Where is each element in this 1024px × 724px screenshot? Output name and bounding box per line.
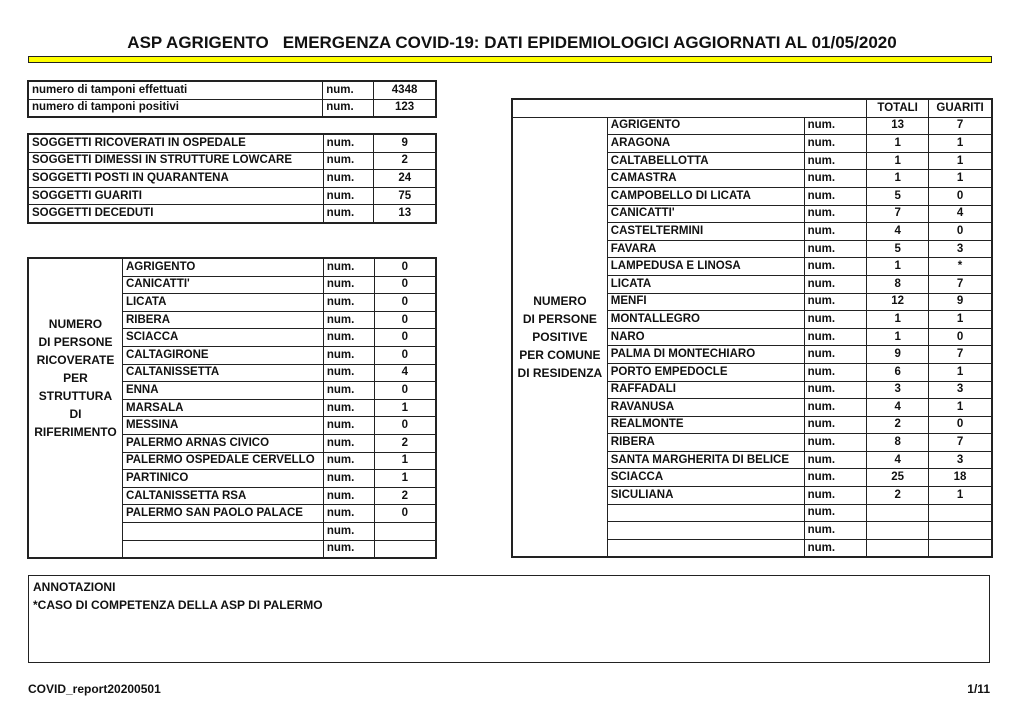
comune-totali: 1	[867, 328, 929, 346]
row-label: SOGGETTI DIMESSI IN STRUTTURE LOWCARE	[29, 152, 324, 170]
row-value: 2	[374, 152, 436, 170]
tamponi-table	[28, 81, 436, 117]
comune-name: PORTO EMPEDOCLE	[607, 363, 804, 381]
group-label-line: DI RESIDENZA	[517, 366, 603, 381]
comune-guariti: 9	[929, 293, 992, 311]
annotazioni-line: *CASO DI COMPETENZA DELLA ASP DI PALERMO	[33, 598, 323, 612]
struttura-name: PALERMO OSPEDALE CERVELLO	[122, 452, 323, 470]
unit-label: num.	[804, 205, 867, 223]
comune-guariti: 1	[929, 135, 992, 153]
ricoverati-group-label	[29, 259, 123, 558]
comune-totali: 4	[867, 223, 929, 241]
row-label: SOGGETTI GUARITI	[29, 187, 324, 205]
struttura-value	[374, 540, 435, 558]
soggetti-row	[29, 187, 436, 205]
struttura-name: CALTANISSETTA	[122, 364, 323, 382]
comune-totali: 13	[867, 117, 929, 135]
column-header-guariti: GUARITI	[929, 100, 992, 118]
struttura-name: CALTAGIRONE	[122, 346, 323, 364]
group-label-line: STRUTTURA DI	[38, 389, 113, 422]
unit-label: num.	[323, 346, 374, 364]
struttura-name: ENNA	[122, 382, 323, 400]
annotazioni-box	[28, 575, 990, 663]
unit-label: num.	[804, 363, 867, 381]
unit-label: num.	[804, 240, 867, 258]
struttura-name: PALERMO SAN PAOLO PALACE	[122, 505, 323, 523]
comuni-group-label	[513, 117, 608, 557]
comune-name: CAMASTRA	[607, 170, 804, 188]
struttura-row	[29, 259, 436, 277]
struttura-value: 0	[374, 382, 435, 400]
struttura-value: 2	[374, 434, 435, 452]
unit-label: num.	[804, 346, 867, 364]
group-label-line: POSITIVE	[532, 330, 588, 345]
comune-totali: 4	[867, 451, 929, 469]
soggetti-row	[29, 152, 436, 170]
unit-label: num.	[804, 539, 867, 557]
comune-name: SANTA MARGHERITA DI BELICE	[607, 451, 804, 469]
group-label-line: RICOVERATE	[36, 353, 115, 368]
report-title	[0, 33, 1024, 53]
struttura-name: RIBERA	[122, 311, 323, 329]
comune-guariti: 7	[929, 346, 992, 364]
comune-totali	[867, 539, 929, 557]
unit-label: num.	[323, 470, 374, 488]
struttura-value: 0	[374, 505, 435, 523]
comune-guariti: 1	[929, 363, 992, 381]
comune-name: AGRIGENTO	[607, 117, 804, 135]
comune-name: SCIACCA	[607, 469, 804, 487]
comune-name: REALMONTE	[607, 416, 804, 434]
comune-guariti: 3	[929, 451, 992, 469]
row-label: SOGGETTI DECEDUTI	[29, 205, 324, 223]
struttura-value: 4	[374, 364, 435, 382]
comune-name: PALMA DI MONTECHIARO	[607, 346, 804, 364]
comune-guariti: 4	[929, 205, 992, 223]
struttura-name	[122, 522, 323, 540]
row-label: SOGGETTI POSTI IN QUARANTENA	[29, 170, 324, 188]
comune-totali: 6	[867, 363, 929, 381]
struttura-name: MESSINA	[122, 417, 323, 435]
comune-guariti: *	[929, 258, 992, 276]
group-label-line: PER COMUNE	[519, 348, 601, 363]
unit-label: num.	[323, 505, 374, 523]
comune-name: RAFFADALI	[607, 381, 804, 399]
struttura-value: 0	[374, 417, 435, 435]
struttura-value: 0	[374, 346, 435, 364]
title-underline-bar	[28, 56, 992, 63]
unit-label: num.	[323, 540, 374, 558]
unit-label: num.	[323, 399, 374, 417]
comune-guariti: 0	[929, 187, 992, 205]
comune-name: RIBERA	[607, 434, 804, 452]
comune-name: CANICATTI'	[607, 205, 804, 223]
struttura-name: PALERMO ARNAS CIVICO	[122, 434, 323, 452]
row-value: 13	[374, 205, 436, 223]
unit-label: num.	[804, 469, 867, 487]
unit-label: num.	[323, 382, 374, 400]
struttura-value: 1	[374, 452, 435, 470]
comune-name: LAMPEDUSA E LINOSA	[607, 258, 804, 276]
struttura-value: 1	[374, 399, 435, 417]
unit-label: num.	[804, 258, 867, 276]
comune-row	[513, 117, 992, 135]
struttura-name	[122, 540, 323, 558]
comune-totali: 3	[867, 381, 929, 399]
struttura-value: 0	[374, 259, 435, 277]
unit-label: num.	[323, 417, 374, 435]
unit-label: num.	[323, 452, 374, 470]
comune-name: SICULIANA	[607, 487, 804, 505]
comune-guariti: 0	[929, 416, 992, 434]
struttura-value: 2	[374, 487, 435, 505]
unit-label: num.	[323, 259, 374, 277]
struttura-value: 1	[374, 470, 435, 488]
unit-label: num.	[323, 487, 374, 505]
row-label: numero di tamponi effettuati	[29, 82, 323, 100]
group-label-line: PER	[63, 371, 88, 386]
comune-totali	[867, 522, 929, 540]
comune-name: RAVANUSA	[607, 399, 804, 417]
comune-name	[607, 504, 804, 522]
struttura-name: AGRIGENTO	[122, 259, 323, 277]
annotazioni-title: ANNOTAZIONI	[33, 580, 116, 594]
group-label-line: NUMERO	[48, 317, 103, 332]
positivi-per-comune-table	[512, 99, 992, 557]
comune-guariti: 1	[929, 487, 992, 505]
comune-totali: 9	[867, 346, 929, 364]
unit-label: num.	[323, 276, 374, 294]
soggetti-row	[29, 205, 436, 223]
tamponi-row	[29, 99, 436, 117]
comune-guariti	[929, 522, 992, 540]
comune-totali: 1	[867, 311, 929, 329]
soggetti-table	[28, 134, 436, 223]
row-value: 4348	[374, 82, 436, 100]
comune-totali: 8	[867, 434, 929, 452]
unit-label: num.	[804, 416, 867, 434]
comune-totali: 5	[867, 187, 929, 205]
unit-label: num.	[804, 451, 867, 469]
comune-guariti: 7	[929, 434, 992, 452]
unit-label: num.	[323, 434, 374, 452]
unit-label: num.	[804, 311, 867, 329]
comune-totali: 8	[867, 275, 929, 293]
comune-totali: 7	[867, 205, 929, 223]
unit-label: num.	[323, 152, 374, 170]
unit-label: num.	[804, 399, 867, 417]
unit-label: num.	[804, 381, 867, 399]
comune-guariti: 3	[929, 240, 992, 258]
comune-totali: 12	[867, 293, 929, 311]
comuni-header-row	[513, 100, 992, 118]
comune-totali: 2	[867, 416, 929, 434]
comune-guariti: 0	[929, 328, 992, 346]
comune-name: ARAGONA	[607, 135, 804, 153]
comune-guariti: 7	[929, 275, 992, 293]
unit-label: num.	[323, 311, 374, 329]
comuni-header-blank	[513, 100, 867, 118]
comune-totali: 2	[867, 487, 929, 505]
comune-guariti: 1	[929, 311, 992, 329]
comune-name	[607, 539, 804, 557]
report-heading: EMERGENZA COVID-19: DATI EPIDEMIOLOGICI AGGIORNATI AL 01/05/2020	[282, 33, 897, 52]
unit-label: num.	[804, 434, 867, 452]
group-label-line: DI PERSONE	[38, 335, 113, 350]
unit-label: num.	[804, 522, 867, 540]
struttura-name: MARSALA	[122, 399, 323, 417]
unit-label: num.	[323, 82, 374, 100]
struttura-value: 0	[374, 294, 435, 312]
unit-label: num.	[804, 275, 867, 293]
comune-totali: 1	[867, 152, 929, 170]
comune-totali: 1	[867, 135, 929, 153]
group-label-line: RIFERIMENTO	[34, 425, 117, 440]
comune-guariti: 0	[929, 223, 992, 241]
comune-guariti: 18	[929, 469, 992, 487]
unit-label: num.	[804, 117, 867, 135]
tamponi-row	[29, 82, 436, 100]
group-label-line: DI PERSONE	[522, 312, 597, 327]
footer-filename: COVID_report20200501	[28, 682, 161, 696]
comune-totali: 1	[867, 170, 929, 188]
row-value: 123	[374, 99, 436, 117]
unit-label: num.	[804, 135, 867, 153]
comune-totali: 4	[867, 399, 929, 417]
comune-guariti: 1	[929, 399, 992, 417]
unit-label: num.	[804, 170, 867, 188]
column-header-totali: TOTALI	[867, 100, 929, 118]
ricoverati-per-struttura-table	[28, 258, 436, 558]
comune-guariti	[929, 504, 992, 522]
comune-name: MONTALLEGRO	[607, 311, 804, 329]
soggetti-row	[29, 135, 436, 153]
comune-name: FAVARA	[607, 240, 804, 258]
report-org: ASP AGRIGENTO	[127, 33, 269, 52]
unit-label: num.	[804, 504, 867, 522]
comune-totali: 25	[867, 469, 929, 487]
struttura-name: LICATA	[122, 294, 323, 312]
comune-guariti	[929, 539, 992, 557]
soggetti-row	[29, 170, 436, 188]
unit-label: num.	[804, 328, 867, 346]
comune-name	[607, 522, 804, 540]
comune-name: NARO	[607, 328, 804, 346]
comune-name: CAMPOBELLO DI LICATA	[607, 187, 804, 205]
comune-guariti: 7	[929, 117, 992, 135]
struttura-value: 0	[374, 311, 435, 329]
comune-name: LICATA	[607, 275, 804, 293]
unit-label: num.	[323, 187, 374, 205]
struttura-value: 0	[374, 276, 435, 294]
group-label-line: NUMERO	[533, 294, 587, 309]
comune-guariti: 1	[929, 152, 992, 170]
comune-guariti: 3	[929, 381, 992, 399]
comune-guariti: 1	[929, 170, 992, 188]
row-value: 75	[374, 187, 436, 205]
comune-name: CALTABELLOTTA	[607, 152, 804, 170]
struttura-name: PARTINICO	[122, 470, 323, 488]
unit-label: num.	[323, 294, 374, 312]
unit-label: num.	[804, 152, 867, 170]
unit-label: num.	[804, 293, 867, 311]
comune-name: CASTELTERMINI	[607, 223, 804, 241]
row-label: numero di tamponi positivi	[29, 99, 323, 117]
unit-label: num.	[323, 99, 374, 117]
unit-label: num.	[323, 135, 374, 153]
unit-label: num.	[323, 205, 374, 223]
unit-label: num.	[323, 329, 374, 347]
struttura-name: SCIACCA	[122, 329, 323, 347]
comune-totali: 1	[867, 258, 929, 276]
struttura-name: CANICATTI'	[122, 276, 323, 294]
comune-totali: 5	[867, 240, 929, 258]
unit-label: num.	[323, 522, 374, 540]
struttura-value	[374, 522, 435, 540]
unit-label: num.	[804, 223, 867, 241]
row-value: 24	[374, 170, 436, 188]
row-label: SOGGETTI RICOVERATI IN OSPEDALE	[29, 135, 324, 153]
comune-name: MENFI	[607, 293, 804, 311]
comune-totali	[867, 504, 929, 522]
unit-label: num.	[804, 487, 867, 505]
struttura-name: CALTANISSETTA RSA	[122, 487, 323, 505]
footer-page-number: 1/11	[967, 682, 990, 696]
struttura-value: 0	[374, 329, 435, 347]
unit-label: num.	[323, 170, 374, 188]
unit-label: num.	[323, 364, 374, 382]
row-value: 9	[374, 135, 436, 153]
unit-label: num.	[804, 187, 867, 205]
